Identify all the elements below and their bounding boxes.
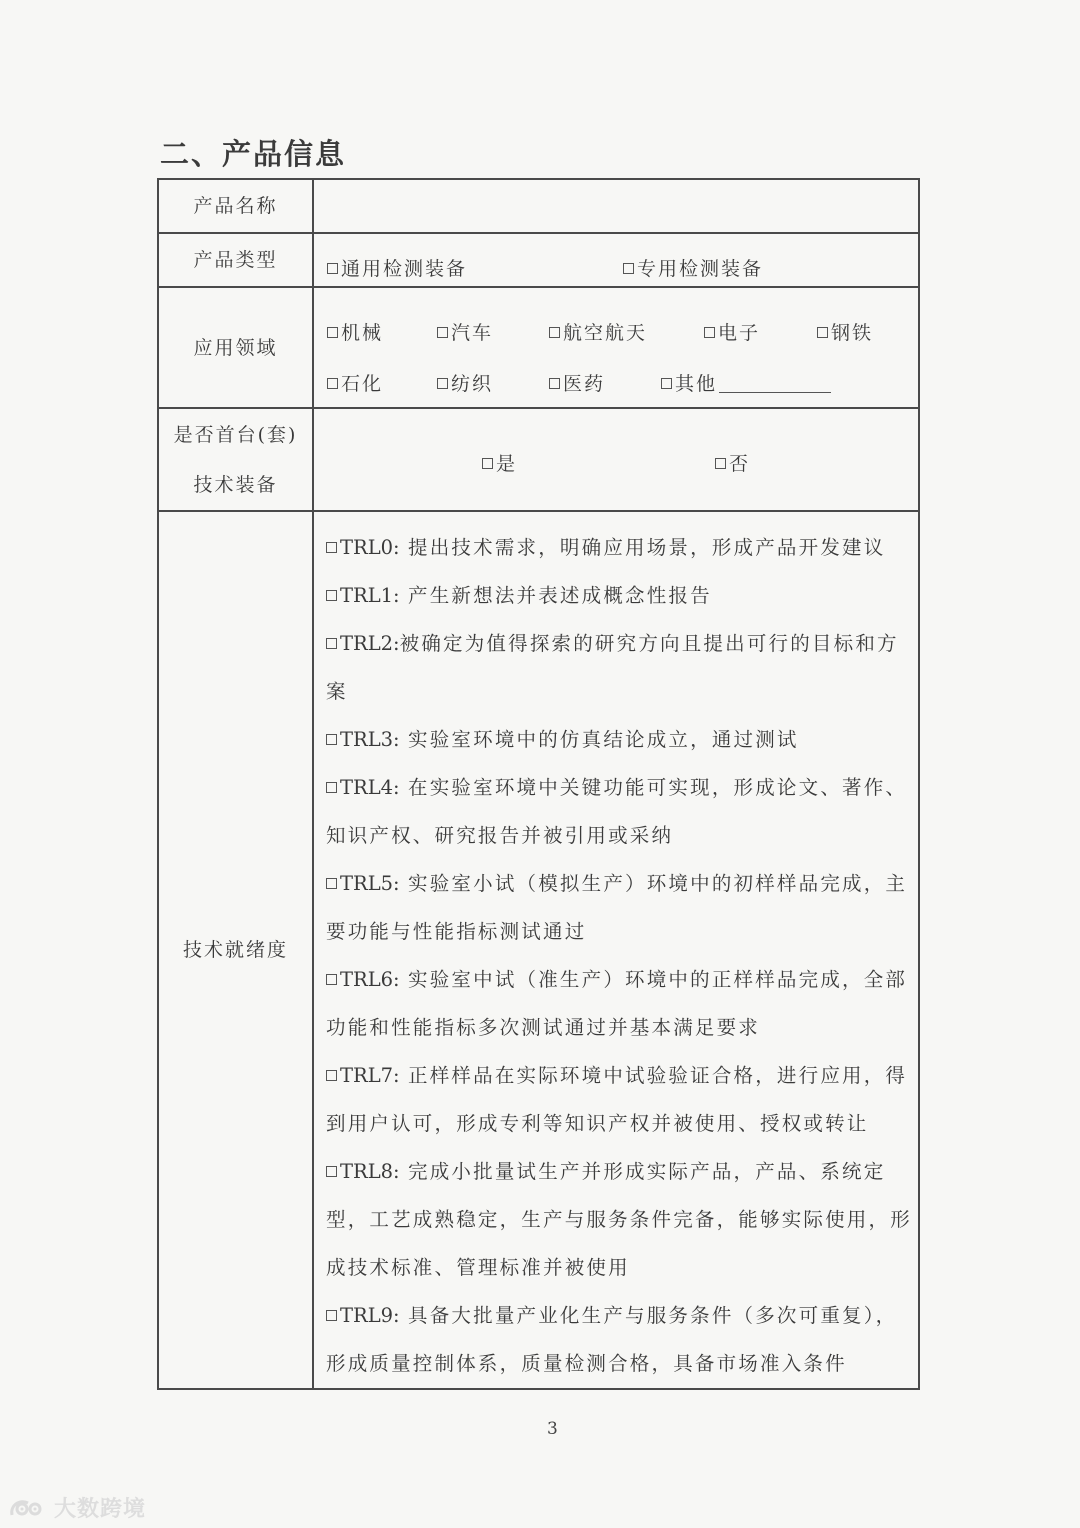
checkbox-icon	[482, 458, 493, 469]
product-type-option[interactable]: 专用检测装备	[623, 254, 763, 281]
table-row	[158, 408, 919, 511]
trl-label: 技术就绪度	[158, 511, 313, 1389]
field-option-pharma[interactable]: 医药	[549, 369, 605, 396]
trl-option-7[interactable]: TRL7: 正样样品在实际环境中试验验证合格，进行应用，得到用户认可，形成专利等知识产权并被使用、授权或转让	[326, 1064, 908, 1135]
product-type-option[interactable]: 通用检测装备	[327, 254, 467, 281]
first-set-label: 是否首台(套) 技术装备	[158, 408, 313, 511]
checkbox-icon	[326, 1166, 337, 1177]
product-type-options	[314, 235, 918, 285]
checkbox-icon	[326, 638, 337, 649]
field-option-steel[interactable]: 钢铁	[817, 318, 873, 345]
application-field-label: 应用领域	[158, 287, 313, 408]
first-set-option-yes[interactable]: 是	[482, 449, 517, 476]
watermark-logo-icon	[8, 1495, 48, 1521]
trl-option-6[interactable]: TRL6: 实验室中试（准生产）环境中的正样样品完成，全部功能和性能指标多次测试通过并基本满足要求	[326, 968, 908, 1039]
product-name-label: 产品名称	[158, 179, 313, 233]
table-row	[158, 511, 919, 1389]
trl-option-1[interactable]: TRL1: 产生新想法并表述成概念性报告	[326, 572, 912, 620]
checkbox-icon	[817, 327, 828, 338]
table-row	[158, 233, 919, 287]
first-set-option-no[interactable]: 否	[715, 449, 750, 476]
checkbox-icon	[326, 542, 337, 553]
watermark: 大数跨境	[8, 1492, 146, 1523]
checkbox-icon	[661, 378, 672, 389]
trl-options	[314, 512, 918, 1388]
checkbox-icon	[437, 378, 448, 389]
field-option-electronics[interactable]: 电子	[704, 318, 760, 345]
trl-option-9[interactable]: TRL9: 具备大批量产业化生产与服务条件（多次可重复），形成质量控制体系，质量检测合格，具备市场准入条件	[326, 1304, 898, 1375]
trl-option-3[interactable]: TRL3: 实验室环境中的仿真结论成立，通过测试	[326, 716, 912, 764]
checkbox-icon	[623, 263, 634, 274]
section-heading: 二、产品信息	[160, 137, 347, 171]
checkbox-icon	[326, 1310, 337, 1321]
checkbox-icon	[437, 327, 448, 338]
checkbox-icon	[704, 327, 715, 338]
product-info-table	[157, 178, 920, 1390]
product-type-label: 产品类型	[158, 233, 313, 287]
product-name-field[interactable]	[313, 179, 919, 233]
checkbox-icon	[326, 782, 337, 793]
trl-option-8[interactable]: TRL8: 完成小批量试生产并形成实际产品，产品、系统定型，工艺成熟稳定，生产与服务条件完备，能够实际使用，形成技术标准、管理标准并被使用	[326, 1160, 912, 1279]
trl-option-2[interactable]: TRL2:被确定为值得探索的研究方向且提出可行的目标和方案	[326, 632, 899, 703]
trl-option-5[interactable]: TRL5: 实验室小试（模拟生产）环境中的初样样品完成，主要功能与性能指标测试通过	[326, 872, 908, 943]
checkbox-icon	[326, 878, 337, 889]
checkbox-icon	[327, 327, 338, 338]
field-option-other[interactable]: 其他	[661, 369, 831, 396]
checkbox-icon	[549, 378, 560, 389]
field-option-petrochemical[interactable]: 石化	[327, 369, 383, 396]
checkbox-icon	[326, 1070, 337, 1081]
checkbox-icon	[326, 734, 337, 745]
field-option-machinery[interactable]: 机械	[327, 318, 383, 345]
checkbox-icon	[549, 327, 560, 338]
page-number: 3	[547, 1419, 558, 1439]
field-option-automobile[interactable]: 汽车	[437, 318, 493, 345]
trl-option-0[interactable]: TRL0: 提出技术需求，明确应用场景，形成产品开发建议	[326, 524, 912, 572]
checkbox-icon	[327, 378, 338, 389]
checkbox-icon	[715, 458, 726, 469]
field-option-aerospace[interactable]: 航空航天	[549, 318, 647, 345]
field-option-textile[interactable]: 纺织	[437, 369, 493, 396]
table-row	[158, 179, 919, 233]
other-fill-in-line[interactable]	[719, 374, 831, 393]
checkbox-icon	[326, 590, 337, 601]
application-field-options	[314, 288, 918, 407]
table-row	[158, 287, 919, 408]
checkbox-icon	[327, 263, 338, 274]
trl-option-4[interactable]: TRL4: 在实验室环境中关键功能可实现，形成论文、著作、知识产权、研究报告并被引用或采纳	[326, 776, 908, 847]
checkbox-icon	[326, 974, 337, 985]
first-set-options	[314, 409, 918, 510]
